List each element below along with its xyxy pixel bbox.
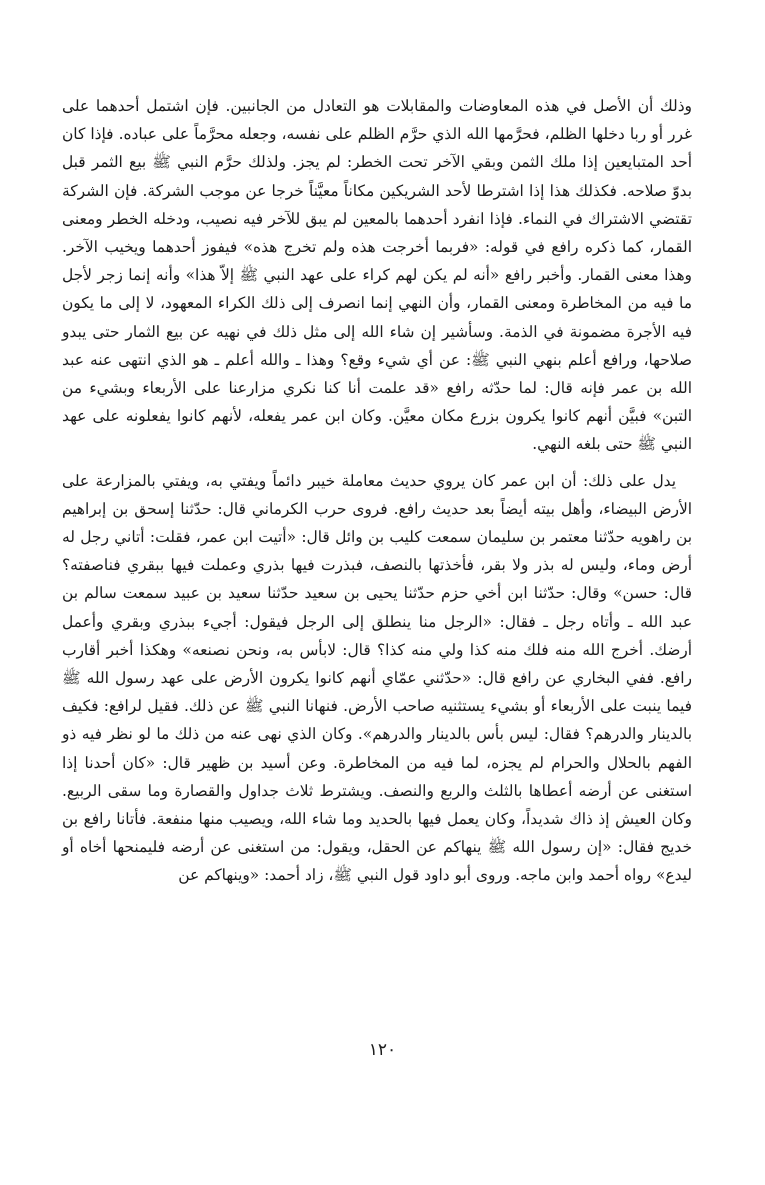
paragraph-2: يدل على ذلك: أن ابن عمر كان يروي حديث معاملة خيبر دائماً ويفتي به، ويفتي بالمزارعة على الأرض البيضاء، وأهل بيته أيضاً بعد حديث رافع. فروى حرب الكرماني قال: حدّثنا إسحق بن إبراهيم بن راهويه حدّثنا معتمر بن سليمان سمعت كليب بن وائل قال: «أتيت ابن عمر، فقلت: أتاني رجل له أرض وماء، وليس له بذر ولا بقر، فأخذتها بالنصف، فبذرت فيها بذري وعملت فيها ببقري فناصفته؟ قال: حسن» وقال: حدّثنا ابن أخي حزم حدّثنا يحيى بن سعيد حدّثنا سعيد بن عبيد سمعت سالم بن عبد الله ـ وأتاه رجل ـ فقال: «الرجل منا ينطلق إلى الرجل فيقول: أجيء ببذري وبقري وأعمل أرضك. أخرج الله منه فلك منه كذا ولي منه كذا؟ قال: لابأس به، ونحن نصنعه» وهكذا أخبر أقارب رافع. ففي البخاري عن رافع قال: «حدّثني عمّاي أنهم كانوا يكرون الأرض على عهد رسول الله ﷺ فيما ينبت على الأربعاء أو بشيء يستثنيه صاحب الأرض. فنهانا النبي ﷺ عن ذلك. فقيل لرافع: فكيف بالدينار والدرهم؟ فقال: ليس بأس بالدينار والدرهم». وكان الذي نهى عنه من ذلك ما لو نظر فيه ذو الفهم بالحلال والحرام لم يجزه، لما فيه من المخاطرة. وعن أسيد بن ظهير قال: «كان أحدنا إذا استغنى عن أرضه أعطاها بالثلث والربع والنصف. ويشترط ثلاث جداول والقصارة وما سقى الربيع. وكان العيش إذ ذاك شديداً، وكان يعمل فيها بالحديد وما شاء الله، ويصيب منها منفعة. فأتانا رافع بن خديج فقال: «إن رسول الله ﷺ ينهاكم عن الحقل، ويقول: من استغنى عن أرضه فليمنحها أخاه أو ليدع» رواه أحمد وابن ماجه. وروى أبو داود قول النبي ﷺ، زاد أحمد: «وينهاكم عن — [62, 471, 692, 885]
paragraph-1: وذلك أن الأصل في هذه المعاوضات والمقابلات هو التعادل من الجانبين. فإن اشتمل أحدهما على غرر أو ربا دخلها الظلم، فحرَّمها الله الذي حرَّم الظلم على نفسه، وجعله محرَّماً على عباده. فإذا كان أحد المتبايعين إذا ملك الثمن وبقي الآخر تحت الخطر: لم يجز. ولذلك حرَّم النبي ﷺ بيع الثمر قبل بدوّ صلاحه. فكذلك هذا إذا اشترطا لأحد الشريكين مكاناً معيَّناً خرجا عن موجب الشركة. فإن الشركة تقتضي الاشتراك في النماء. فإذا انفرد أحدهما بالمعين لم يبق للآخر فيه نصيب، ودخله الخطر ومعنى القمار، كما ذكره رافع في قوله: «فربما أخرجت هذه ولم تخرج هذه» فيفوز أحدهما ويخيب الآخر. وهذا معنى القمار. وأخبر رافع «أنه لم يكن لهم كراء على عهد النبي ﷺ إلاّ هذا» وأنه إنما زجر لأجل ما فيه من المخاطرة ومعنى القمار، وأن النهي إنما انصرف إلى ذلك الكراء المعهود، لا إلى ما يكون فيه الأجرة مضمونة في الذمة. وسأشير إن شاء الله إلى مثل ذلك في نهيه عن بيع الثمار حتى يبدو صلاحها، ورافع أعلم بنهي النبي ﷺ: عن أي شيء وقع؟ وهذا ـ والله أعلم ـ هو الذي انتهى عنه عبد الله بن عمر فإنه قال: لما حدّثه رافع «قد علمت أنا كنا نكري مزارعنا على الأربعاء وبشيء من التبن» فبيَّن أنهم كانوا يكرون بزرع مكان معيَّن. وكان ابن عمر يفعله، لأنهم كانوا يفعلونه على عهد النبي ﷺ حتى بلغه النهي. — [62, 97, 692, 454]
page-body — [62, 92, 692, 890]
page-number: ١٢٠ — [368, 1040, 397, 1060]
